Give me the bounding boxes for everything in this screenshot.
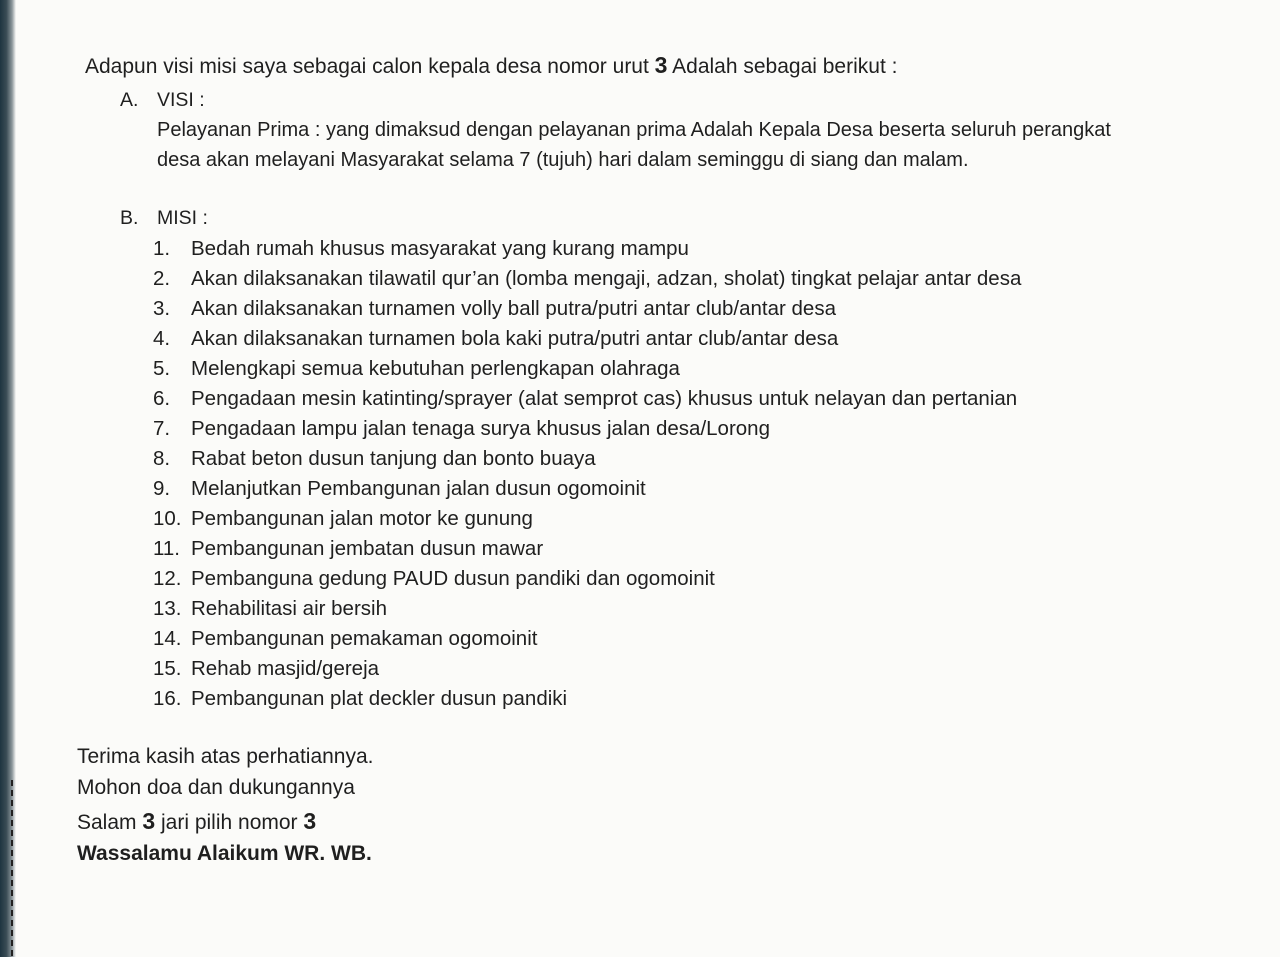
misi-item-text: Pembangunan plat deckler dusun pandiki xyxy=(191,687,568,710)
intro-text-before: Adapun visi misi saya sebagai calon kepala desa nomor urut xyxy=(85,55,655,78)
closing-greeting: Wassalamu Alaikum WR. WB. xyxy=(77,842,372,865)
visi-letter: A. xyxy=(120,89,139,111)
closing-thanks: Terima kasih atas perhatiannya. xyxy=(77,745,374,768)
salam-text-mid: jari pilih nomor xyxy=(155,811,304,834)
misi-item-text: Pembanguna gedung PAUD dusun pandiki dan ogomoinit xyxy=(191,567,715,590)
misi-item-text: Rehabilitasi air bersih xyxy=(191,597,387,620)
visi-line-2: desa akan melayani Masyarakat selama 7 (tujuh) hari dalam seminggu di siang dan malam. xyxy=(157,149,969,171)
misi-item-number: 13. xyxy=(153,597,182,620)
salam-number-1: 3 xyxy=(142,808,156,834)
misi-item-number: 5. xyxy=(153,357,171,380)
misi-item-number: 16. xyxy=(153,687,182,710)
misi-item-text: Rabat beton dusun tanjung dan bonto buaya xyxy=(191,447,596,470)
salam-number-2: 3 xyxy=(303,808,317,834)
misi-item-text: Pembangunan jembatan dusun mawar xyxy=(191,537,544,560)
misi-item-text: Akan dilaksanakan turnamen volly ball putra/putri antar club/antar desa xyxy=(191,297,836,320)
misi-item-text: Pengadaan mesin katinting/sprayer (alat semprot cas) khusus untuk nelayan dan pertanian xyxy=(191,387,1018,410)
misi-item-number: 8. xyxy=(153,447,171,470)
misi-title: MISI : xyxy=(157,207,208,229)
misi-item-text: Melengkapi semua kebutuhan perlengkapan olahraga xyxy=(191,357,680,380)
misi-item-number: 15. xyxy=(153,657,182,680)
misi-letter: B. xyxy=(120,207,139,229)
misi-item-number: 6. xyxy=(153,387,171,410)
misi-item-number: 12. xyxy=(153,567,182,590)
misi-item-text: Akan dilaksanakan turnamen bola kaki putra/putri antar club/antar desa xyxy=(191,327,839,350)
misi-item-text: Rehab masjid/gereja xyxy=(191,657,380,680)
misi-item-text: Bedah rumah khusus masyarakat yang kurang mampu xyxy=(191,237,689,260)
scan-edge-shadow xyxy=(0,0,16,957)
intro-line xyxy=(85,52,897,79)
misi-item-number: 14. xyxy=(153,627,182,650)
misi-item-text: Pembangunan jalan motor ke gunung xyxy=(191,507,533,530)
misi-item-number: 1. xyxy=(153,237,171,260)
misi-item-text: Pembangunan pemakaman ogomoinit xyxy=(191,627,538,650)
misi-item-number: 2. xyxy=(153,267,171,290)
salam-text-before: Salam xyxy=(77,811,143,834)
misi-item-number: 3. xyxy=(153,297,171,320)
misi-item-text: Akan dilaksanakan tilawatil qur’an (lomba mengaji, adzan, sholat) tingkat pelajar antar desa xyxy=(191,267,1022,290)
misi-item-number: 9. xyxy=(153,477,171,500)
intro-text-after: Adalah sebagai berikut : xyxy=(667,55,898,78)
scan-edge-line xyxy=(11,780,13,957)
closing-salam xyxy=(77,808,316,835)
misi-item-number: 7. xyxy=(153,417,171,440)
visi-line-1: Pelayanan Prima : yang dimaksud dengan pelayanan prima Adalah Kepala Desa beserta seluruh perangkat xyxy=(157,119,1111,141)
intro-number: 3 xyxy=(654,52,668,78)
closing-request: Mohon doa dan dukungannya xyxy=(77,776,355,799)
misi-item-text: Melanjutkan Pembangunan jalan dusun ogomoinit xyxy=(191,477,646,500)
misi-item-number: 11. xyxy=(153,537,180,560)
misi-item-number: 4. xyxy=(153,327,171,350)
visi-title: VISI : xyxy=(157,89,205,111)
misi-item-number: 10. xyxy=(153,507,182,530)
misi-item-text: Pengadaan lampu jalan tenaga surya khusus jalan desa/Lorong xyxy=(191,417,770,440)
